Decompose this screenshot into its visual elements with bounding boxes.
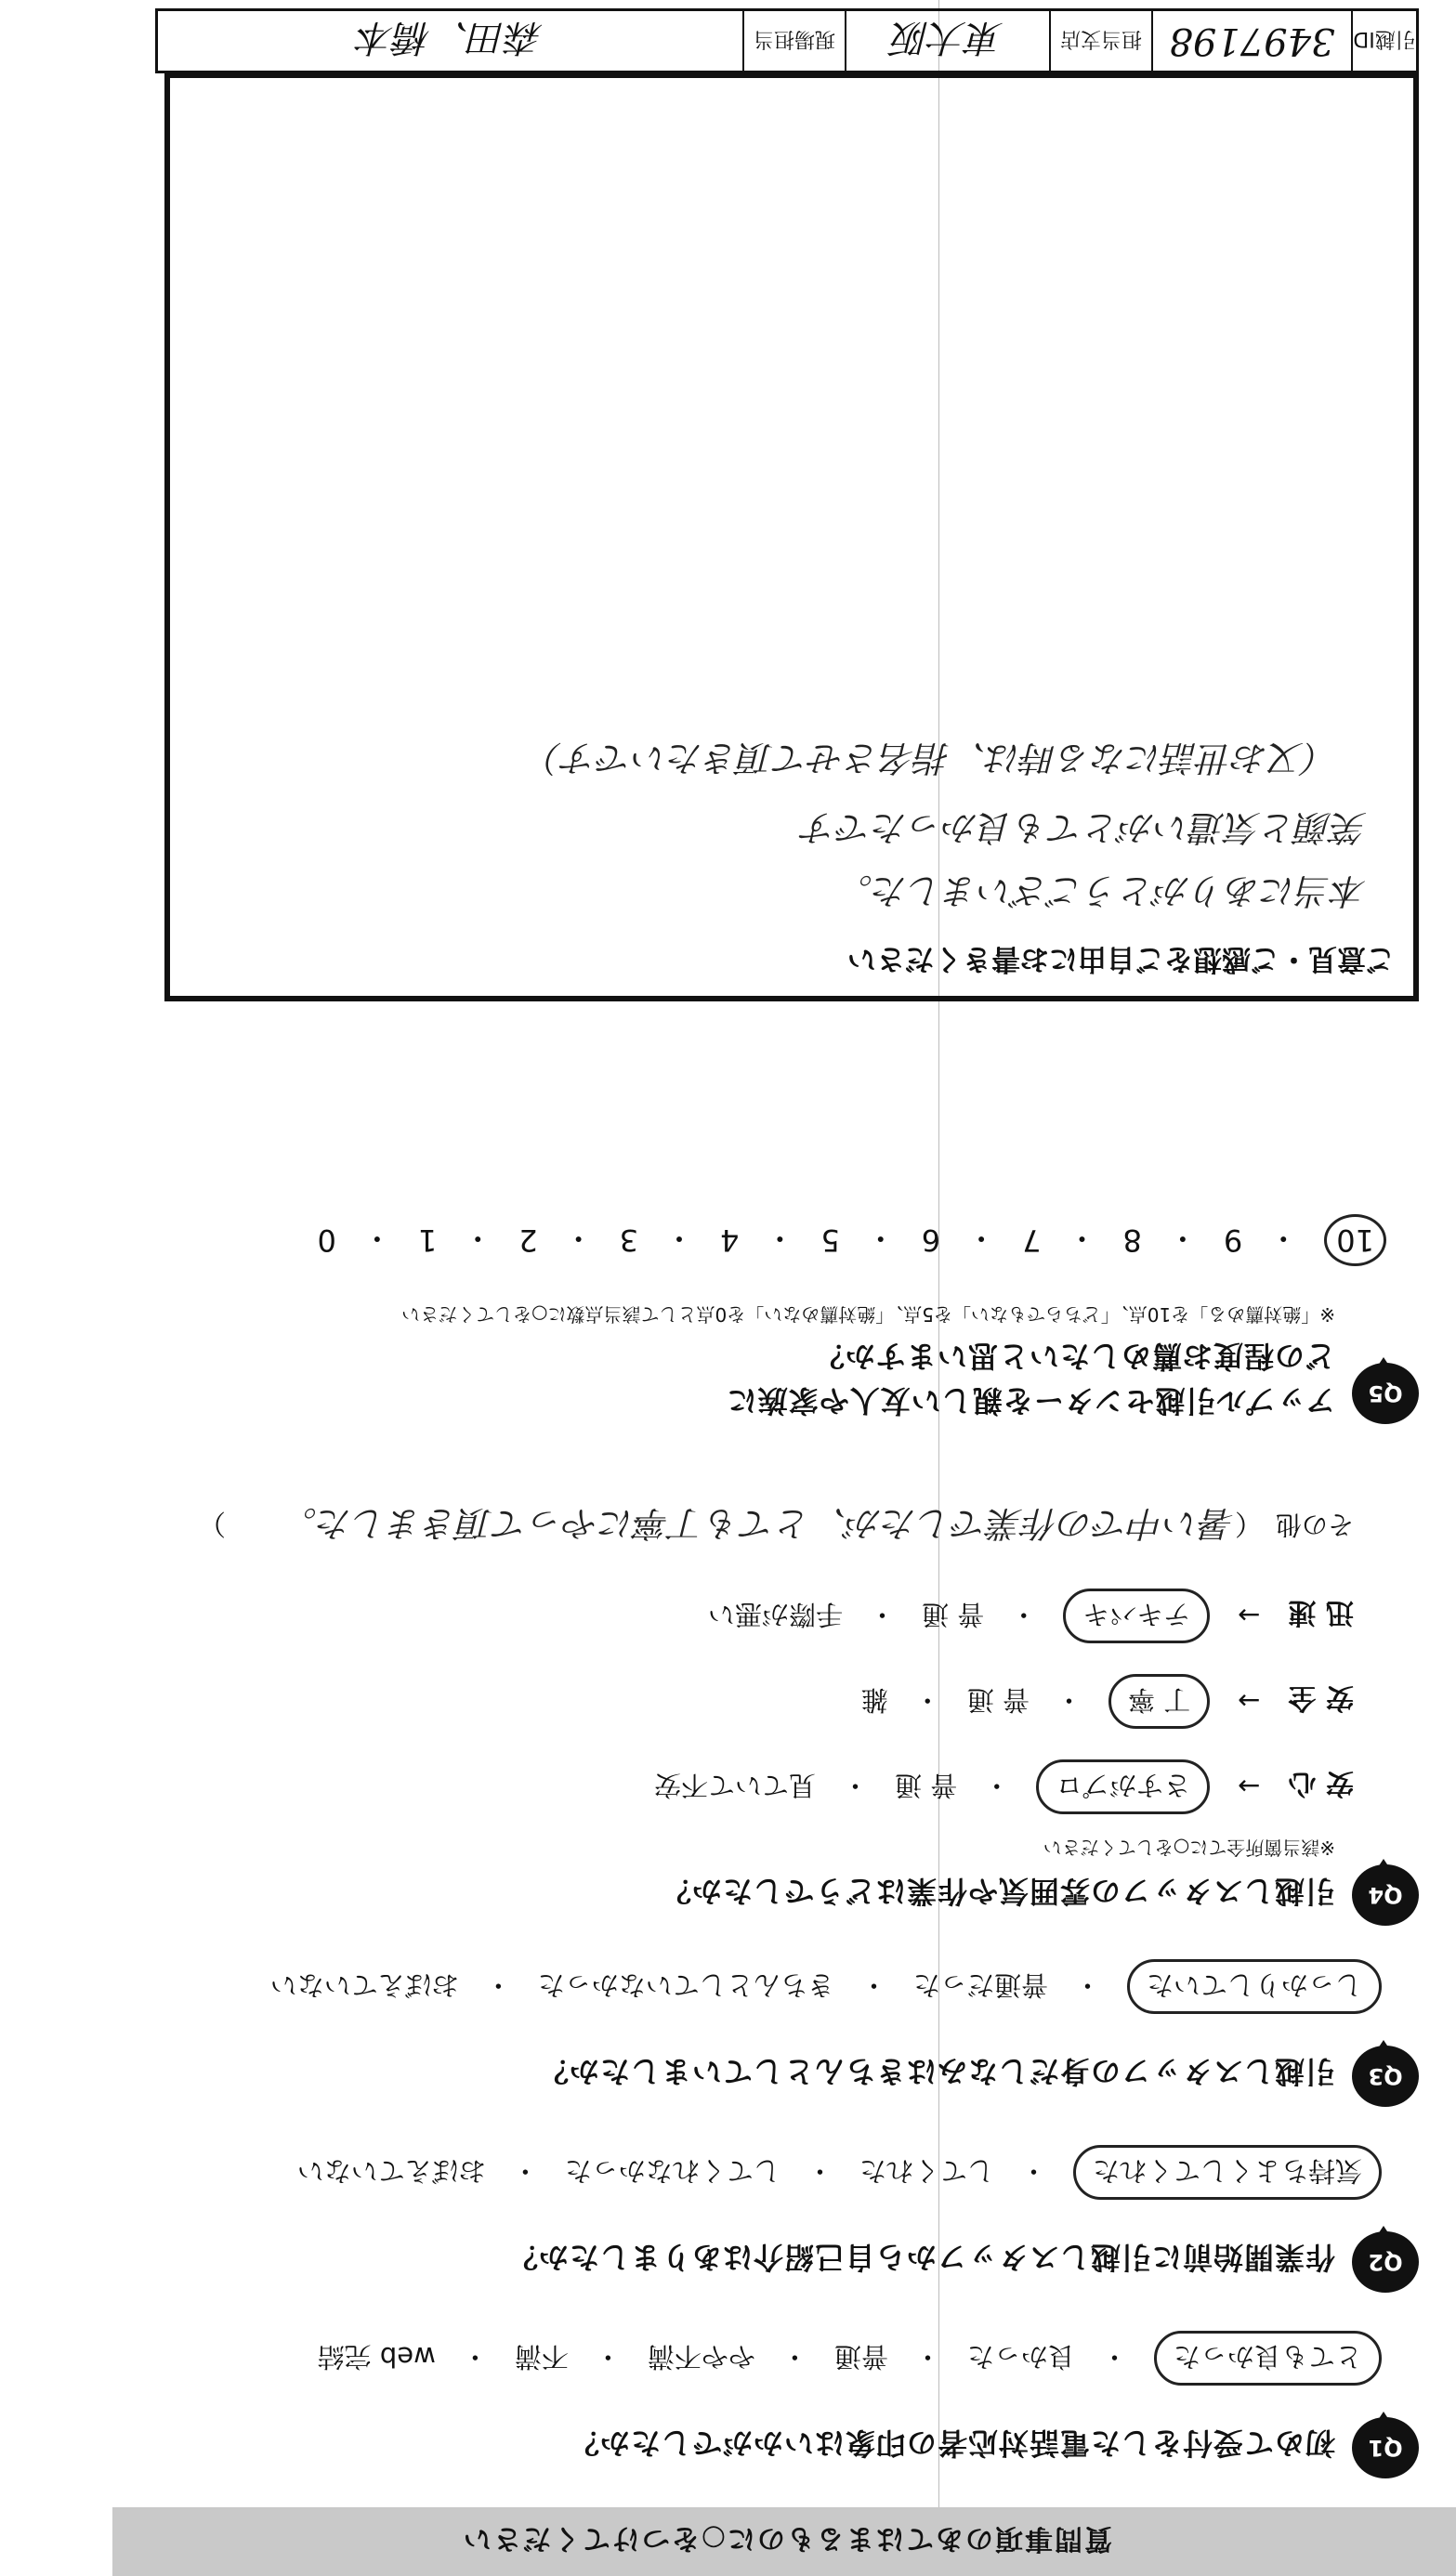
q3-option[interactable]: きちんとしていなかった: [537, 1969, 834, 2001]
q5-score[interactable]: 4: [720, 1223, 740, 1258]
q2-option[interactable]: 気持ちよくしてくれた: [1073, 2145, 1382, 2200]
branch-value: 東大阪: [845, 11, 1049, 71]
q4-other-label: その他: [1275, 1510, 1354, 1541]
q4-option[interactable]: 普 通: [966, 1684, 1030, 1716]
leader-label: 現場担当: [742, 11, 845, 71]
comment-heading: ご意見・ご感想をご自由にお書きください: [847, 942, 1395, 975]
q3-option[interactable]: おぼえていない: [269, 1969, 459, 2001]
q4-question: 引越しスタッフの雰囲気や作業はどうでしたか？: [660, 1874, 1335, 1909]
q5-scale: 10 ・ 9 ・ 8 ・ 7 ・ 6 ・ 5 ・ 4 ・ 3 ・ 2 ・ 1 ・ 0: [318, 1214, 1386, 1266]
q1-option[interactable]: 普通: [833, 2341, 888, 2373]
q5-question-line1: アップル引越センターを親しい友人や家族に: [726, 1383, 1335, 1419]
q1-option[interactable]: 不満: [514, 2341, 569, 2373]
q5-score[interactable]: 2: [518, 1223, 538, 1258]
q1-options: とても良かった ・ 良かった ・ 普通 ・ やや不満 ・ 不満 ・ web 完結: [318, 2331, 1382, 2386]
q3-option[interactable]: 普通だった: [912, 1969, 1048, 2001]
leader-value: 森田、橋本: [357, 16, 544, 59]
q5-question-line2: どの程度お薦めしたいと思いますか？: [813, 1339, 1335, 1374]
q3-option[interactable]: しっかりしていた: [1127, 1959, 1382, 2014]
q4-option[interactable]: 丁 寧: [1108, 1674, 1210, 1729]
q4-badge: Q4: [1352, 1864, 1419, 1926]
q1-option[interactable]: とても良かった: [1154, 2331, 1382, 2386]
instruction-banner: 質問事項のあてはまるものに○をつけてください: [112, 2507, 1456, 2576]
comment-line: 本当にありがとうございました。: [836, 870, 1367, 911]
arrow-icon: →: [1238, 1685, 1261, 1718]
footer-info-table: [155, 8, 1419, 73]
q3-badge: Q3: [1352, 2046, 1419, 2107]
q1-option[interactable]: web 完結: [317, 2341, 436, 2373]
q1-question: 初めて受付をした電話対応者の印象はいかがでしたか？: [568, 2426, 1335, 2461]
id-label: 引越ID: [1351, 11, 1416, 71]
comment-line: 笑顔と気遣いがとても良かったです: [801, 807, 1367, 848]
q2-options: 気持ちよくしてくれた ・ してくれた ・ してくれなかった ・ おぼえていない: [297, 2145, 1382, 2200]
q2-option[interactable]: してくれなかった: [564, 2155, 780, 2187]
q1-option[interactable]: 良かった: [966, 2341, 1075, 2373]
q4-option[interactable]: 雑: [860, 1684, 888, 1716]
q2-option[interactable]: してくれた: [859, 2155, 994, 2187]
q4-option[interactable]: テキパキ: [1063, 1589, 1210, 1643]
comment-box[interactable]: [164, 72, 1419, 1001]
q4-option[interactable]: 普 通: [894, 1770, 958, 1801]
q1-badge: Q1: [1352, 2417, 1419, 2478]
q5-badge: Q5: [1352, 1363, 1419, 1424]
q1-option[interactable]: やや不満: [647, 2341, 755, 2373]
q4-row-label: 迅 速: [1288, 1596, 1354, 1629]
q5-note: ※「絶対薦める」を10点、「どちらでもない」を5点、「絶対薦めない」を0点として該当点数に○をしてください: [401, 1303, 1335, 1326]
q4-note: ※該当箇所全てに○をしてください: [1043, 1837, 1335, 1859]
q3-question: 引越しスタッフの身だしなみはきちんとしていましたか？: [537, 2054, 1335, 2089]
q3-options: しっかりしていた ・ 普通だった ・ きちんとしていなかった ・ おぼえていない: [270, 1959, 1382, 2014]
branch-label: 担当支店: [1049, 11, 1151, 71]
q4-row-label: 安 全: [1288, 1681, 1354, 1715]
q5-score[interactable]: 7: [1022, 1223, 1042, 1258]
q5-score[interactable]: 3: [619, 1223, 639, 1258]
q4-other: その他 （ 暑い中での作業でしたが、とても丁寧にやって頂きました。 ）: [198, 1501, 1354, 1552]
q2-badge: Q2: [1352, 2231, 1419, 2293]
q2-question: 作業開始前に引越しスタッフから自己紹介はありましたか？: [506, 2240, 1335, 2275]
arrow-icon: →: [1238, 1771, 1261, 1803]
q5-score[interactable]: 9: [1223, 1223, 1243, 1258]
q4-row-jinsoku: 迅 速 → テキパキ ・ 普 通 ・ 手際が悪い: [708, 1589, 1354, 1643]
q2-option[interactable]: おぼえていない: [296, 2155, 486, 2187]
id-value: 3497198: [1151, 11, 1351, 71]
q5-score[interactable]: 6: [921, 1223, 941, 1258]
arrow-icon: →: [1238, 1600, 1261, 1632]
comment-line: （又お世話になる時は、指名させて頂きたいです）: [526, 738, 1339, 778]
q4-row-anshin: 安 心 → さすがプロ ・ 普 通 ・ 見ていて不安: [654, 1759, 1354, 1814]
q5-score[interactable]: 5: [820, 1223, 840, 1258]
q4-row-label: 安 心: [1288, 1767, 1354, 1800]
q5-score[interactable]: 1: [417, 1223, 438, 1258]
q4-option[interactable]: 普 通: [921, 1599, 985, 1630]
q4-other-text[interactable]: 暑い中での作業でしたが、とても丁寧にやって頂きました。: [281, 1503, 1235, 1544]
q5-score[interactable]: 8: [1122, 1223, 1142, 1258]
q4-option[interactable]: 見ていて不安: [653, 1770, 816, 1801]
q5-score[interactable]: 0: [317, 1223, 336, 1258]
q4-option[interactable]: さすがプロ: [1036, 1759, 1210, 1814]
q5-score[interactable]: 10: [1324, 1214, 1386, 1266]
q4-row-anzen: 安 全 → 丁 寧 ・ 普 通 ・ 雑: [861, 1674, 1354, 1729]
q4-option[interactable]: 手際が悪い: [707, 1599, 843, 1630]
